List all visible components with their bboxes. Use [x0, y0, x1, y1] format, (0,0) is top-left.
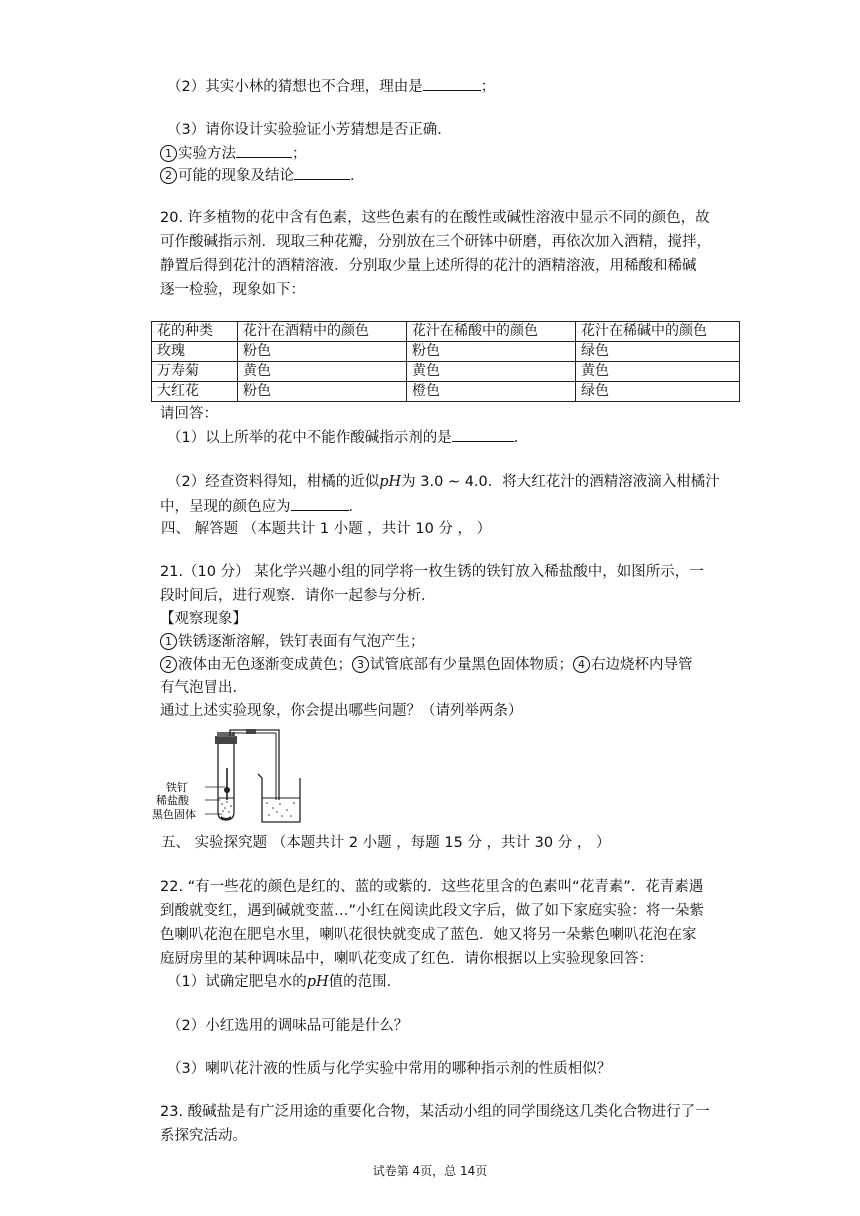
q22-sub3: （3）喇叭花汁液的性质与化学实验中常用的哪种指示剂的性质相似？ [167, 1061, 612, 1077]
q19-conclusion: 2 可能的现象及结论 ． [160, 164, 365, 187]
q20-text-line: 可作酸碱指示剂．现取三种花瓣，分别放在三个研钵中研磨，再依次加入酒精，搅拌， [160, 234, 711, 250]
q21-text-line: 段时间后，进行观察．请你一起参与分析． [160, 588, 436, 604]
table-cell: 万寿菊 [152, 362, 238, 382]
q19-part3: （3）请你设计实验验证小芳猜想是否正确． [167, 122, 452, 138]
table-cell: 粉色 [238, 342, 407, 362]
table-header: 花的种类 [152, 322, 238, 342]
answer-blank[interactable] [423, 75, 481, 91]
table-cell: 大红花 [152, 382, 238, 402]
q22-text-line: 到酸就变红，遇到碱就变蓝…”小红在阅读此段文字后，做了如下家庭实验：将一朵紫 [160, 903, 705, 919]
table-cell: 玫瑰 [152, 342, 238, 362]
table-header-row [152, 322, 740, 342]
q20-sub2: （2）经查资料得知，柑橘的近似pH为 3.0 ∼ 4.0．将大红花汁的酒精溶液滴入柑橘汁 [167, 474, 720, 490]
q19-method: 1 实验方法 ； [160, 142, 307, 165]
q19-part2: （2）其实小林的猜想也不合理，理由是 ； [167, 75, 495, 98]
answer-blank[interactable] [291, 495, 349, 511]
q21-observation-cont: 有气泡冒出． [160, 680, 247, 696]
table-row [152, 342, 740, 362]
q22-sub2: （2）小红选用的调味品可能是什么？ [167, 1018, 409, 1034]
q21-observe-heading: 【观察现象】 [160, 611, 247, 627]
q22-text-line: 色喇叭花泡在肥皂水里，喇叭花很快就变成了蓝色．她又将另一朵紫色喇叭花泡在家 [160, 927, 697, 943]
apparatus-diagram [152, 728, 310, 824]
q22-text-line: 22. “有一些花的颜色是红的、蓝的或紫的．这些花里含的色素叫“花青素”．花青素遇 [160, 879, 704, 895]
q20-text-line: 静置后得到花汁的酒精溶液．分别取少量上述所得的花汁的酒精溶液，用稀酸和稀碱 [160, 258, 697, 274]
section-heading: 四、 解答题 （本题共计 1 小题 ，共计 10 分 ， ） [161, 521, 492, 537]
q20-sub1: （1）以上所举的花中不能作酸碱指示剂的是 ． [167, 426, 528, 449]
table-cell: 黄色 [238, 362, 407, 382]
q20-text-line: 20. 许多植物的花中含有色素，这些色素有的在酸性或碱性溶液中显示不同的颜色，故 [160, 210, 710, 226]
q22-sub1: （1）试确定肥皂水的pH值的范围． [167, 974, 402, 990]
q21-observation: 2 液体由无色逐渐变成黄色； 3 试管底部有少量黑色固体物质； 4 右边烧杯内导管 [160, 654, 693, 676]
table-cell: 绿色 [576, 342, 740, 362]
table-cell: 粉色 [407, 342, 576, 362]
table-header: 花汁在稀酸中的颜色 [407, 322, 576, 342]
table-header: 花汁在酒精中的颜色 [238, 322, 407, 342]
flower-color-table [151, 321, 740, 402]
page-footer: 试卷第 4页，总 14页 [372, 1164, 488, 1178]
table-cell: 黄色 [407, 362, 576, 382]
table-header: 花汁在稀碱中的颜色 [576, 322, 740, 342]
answer-blank[interactable] [452, 426, 514, 442]
q20-sub2-cont: 中，呈现的颜色应为 ． [160, 495, 363, 518]
label-nail: 铁钉 [166, 781, 188, 794]
label-solid: 黑色固体 [152, 808, 196, 821]
answer-blank[interactable] [294, 164, 350, 180]
q23-text-line: 系探究活动。 [160, 1128, 247, 1144]
q22-text-line: 庭厨房里的某种调味品中，喇叭花变成了红色．请你根据以上实验现象回答： [160, 951, 653, 967]
answer-blank[interactable] [236, 142, 292, 158]
q23-text-line: 23. 酸碱盐是有广泛用途的重要化合物，某活动小组的同学围绕这几类化合物进行了一 [160, 1104, 710, 1120]
q21-text-line: 21.（10 分） 某化学兴趣小组的同学将一枚生锈的铁钉放入稀盐酸中，如图所示，一 [160, 564, 704, 580]
q20-text-line: 逐一检验，现象如下： [160, 282, 305, 298]
q21-observation: 1 铁锈逐渐溶解，铁钉表面有气泡产生； [160, 631, 425, 653]
table-cell: 橙色 [407, 382, 576, 402]
table-cell: 绿色 [576, 382, 740, 402]
table-cell: 黄色 [576, 362, 740, 382]
q20-ask: 请回答： [160, 406, 218, 422]
section-heading: 五、 实验探究题 （本题共计 2 小题 ，每题 15 分 ，共计 30 分 ， ） [161, 835, 611, 851]
q21-ask: 通过上述实验现象，你会提出哪些问题？（请列举两条） [160, 703, 523, 719]
label-acid: 稀盐酸 [156, 794, 189, 807]
table-cell: 粉色 [238, 382, 407, 402]
table-row [152, 382, 740, 402]
table-row [152, 362, 740, 382]
